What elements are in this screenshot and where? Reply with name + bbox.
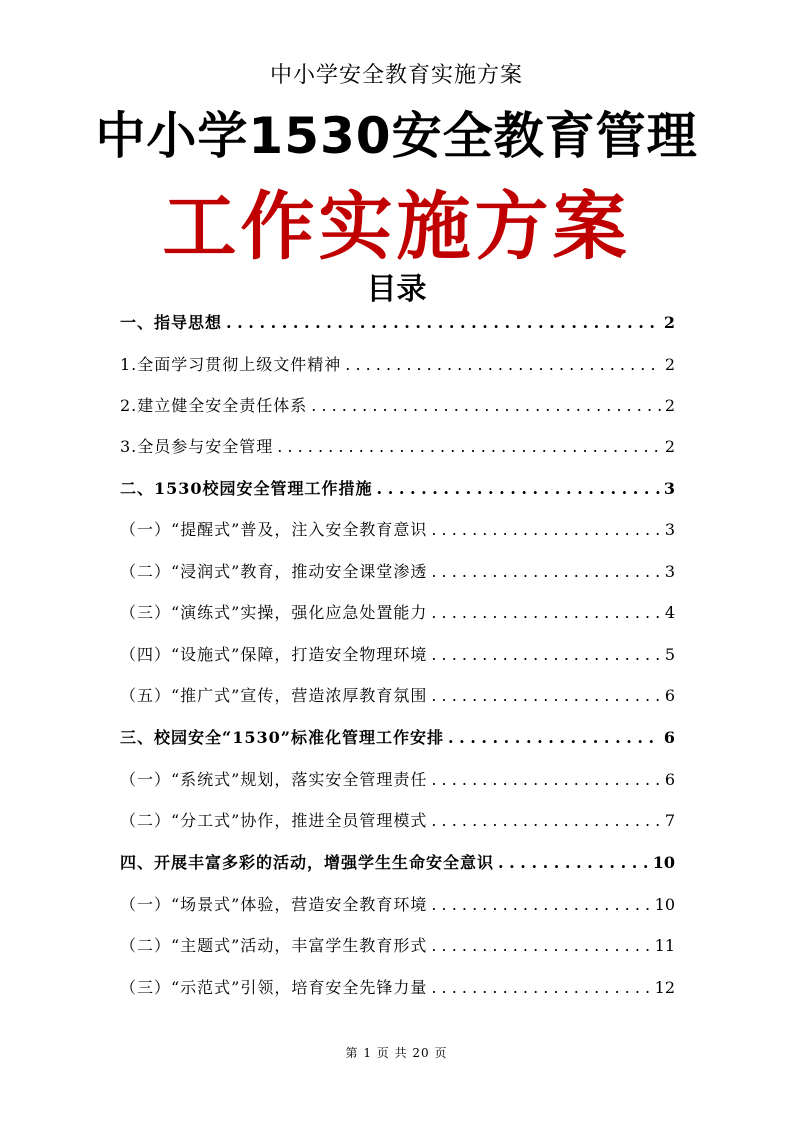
toc-entry-page-number: 7 <box>664 811 675 830</box>
toc-entry[interactable] <box>120 517 675 547</box>
toc-entry-page-number: 3 <box>664 562 675 581</box>
toc-dot-leader <box>427 686 661 705</box>
toc-entry-label: （二）“分工式”协作，推进全员管理模式 <box>120 811 428 830</box>
toc-entry-label: 三、校园安全“1530”标准化管理工作安排 <box>120 728 444 747</box>
toc-entry-label: （二）“浸润式”教育，推动安全课堂渗透 <box>120 562 428 581</box>
toc-entry-page-number: 6 <box>664 770 675 789</box>
toc-entry-label: 2.建立健全安全责任体系 <box>120 396 308 415</box>
toc-entry-label: （四）“设施式”保障，打造安全物理环境 <box>120 645 428 664</box>
toc-entry[interactable] <box>120 310 675 340</box>
toc-entry-page-number: 2 <box>664 355 675 374</box>
toc-entry-label: （一）“系统式”规划，落实安全管理责任 <box>120 770 428 789</box>
toc-entry-page-number: 12 <box>654 978 675 997</box>
toc-entry[interactable] <box>120 393 675 423</box>
toc-entry-page-number: 5 <box>664 645 675 664</box>
toc-dot-leader <box>427 895 654 914</box>
toc-dot-leader <box>444 728 661 747</box>
toc-dot-leader <box>494 853 653 872</box>
toc-entry-label: （一）“提醒式”普及，注入安全教育意识 <box>120 520 428 539</box>
toc-dot-leader <box>427 936 654 955</box>
toc-entry-page-number: 3 <box>663 479 675 498</box>
toc-entry-page-number: 4 <box>664 603 675 622</box>
toc-dot-leader <box>427 811 661 830</box>
document-subtitle: 工作实施方案 <box>162 184 631 270</box>
toc-dot-leader <box>427 645 661 664</box>
page-footer: 第 1 页 共 20 页 <box>345 1046 448 1060</box>
toc-entry-label: （二）“主题式”活动，丰富学生教育形式 <box>120 936 428 955</box>
toc-dot-leader <box>307 396 661 415</box>
toc-dot-leader <box>273 437 661 456</box>
toc-entry-label: （三）“演练式”实操，强化应急处置能力 <box>120 603 428 622</box>
toc-entry[interactable] <box>120 559 675 589</box>
toc-entry[interactable] <box>120 808 675 838</box>
toc-entry[interactable] <box>120 476 675 506</box>
toc-entry[interactable] <box>120 933 675 963</box>
toc-entry-page-number: 10 <box>652 853 675 872</box>
toc-heading: 目录 <box>366 272 427 307</box>
toc-dot-leader <box>222 313 661 332</box>
toc-entry[interactable] <box>120 975 675 1005</box>
toc-entry-page-number: 2 <box>663 313 675 332</box>
document-title: 中小学1530安全教育管理 <box>95 107 698 165</box>
toc-entry-label: （三）“示范式”引领，培育安全先锋力量 <box>120 978 428 997</box>
running-header: 中小学安全教育实施方案 <box>269 63 523 88</box>
toc-dot-leader <box>427 603 661 622</box>
toc-entry-page-number: 2 <box>664 396 675 415</box>
toc-entry[interactable] <box>120 352 675 382</box>
toc-entry[interactable] <box>120 434 675 464</box>
toc-entry-page-number: 6 <box>664 686 675 705</box>
toc-entry-page-number: 6 <box>663 728 675 747</box>
toc-dot-leader <box>427 562 661 581</box>
toc-entry-page-number: 2 <box>664 437 675 456</box>
toc-entry-label: 3.全员参与安全管理 <box>120 437 274 456</box>
toc-entry-label: 一、指导思想 <box>120 313 223 332</box>
toc-entry-label: （五）“推广式”宣传，营造浓厚教育氛围 <box>120 686 428 705</box>
toc-entry[interactable] <box>120 725 675 755</box>
toc-entry-label: 四、开展丰富多彩的活动，增强学生生命安全意识 <box>120 853 495 872</box>
toc-entry[interactable] <box>120 642 675 672</box>
toc-entry[interactable] <box>120 683 675 713</box>
toc-entry-label: 1.全面学习贯彻上级文件精神 <box>120 355 342 374</box>
toc-dot-leader <box>427 978 654 997</box>
toc-entry-page-number: 3 <box>664 520 675 539</box>
toc-dot-leader <box>373 479 661 498</box>
toc-entry[interactable] <box>120 850 675 880</box>
toc-dot-leader <box>341 355 661 374</box>
toc-dot-leader <box>427 520 661 539</box>
toc-entry-label: 二、1530校园安全管理工作措施 <box>120 479 373 498</box>
toc-dot-leader <box>427 770 661 789</box>
toc-entry[interactable] <box>120 892 675 922</box>
toc-entry[interactable] <box>120 600 675 630</box>
toc-entry-label: （一）“场景式”体验，营造安全教育环境 <box>120 895 428 914</box>
toc-entry[interactable] <box>120 767 675 797</box>
toc-entry-page-number: 10 <box>654 895 675 914</box>
toc-entry-page-number: 11 <box>654 936 675 955</box>
